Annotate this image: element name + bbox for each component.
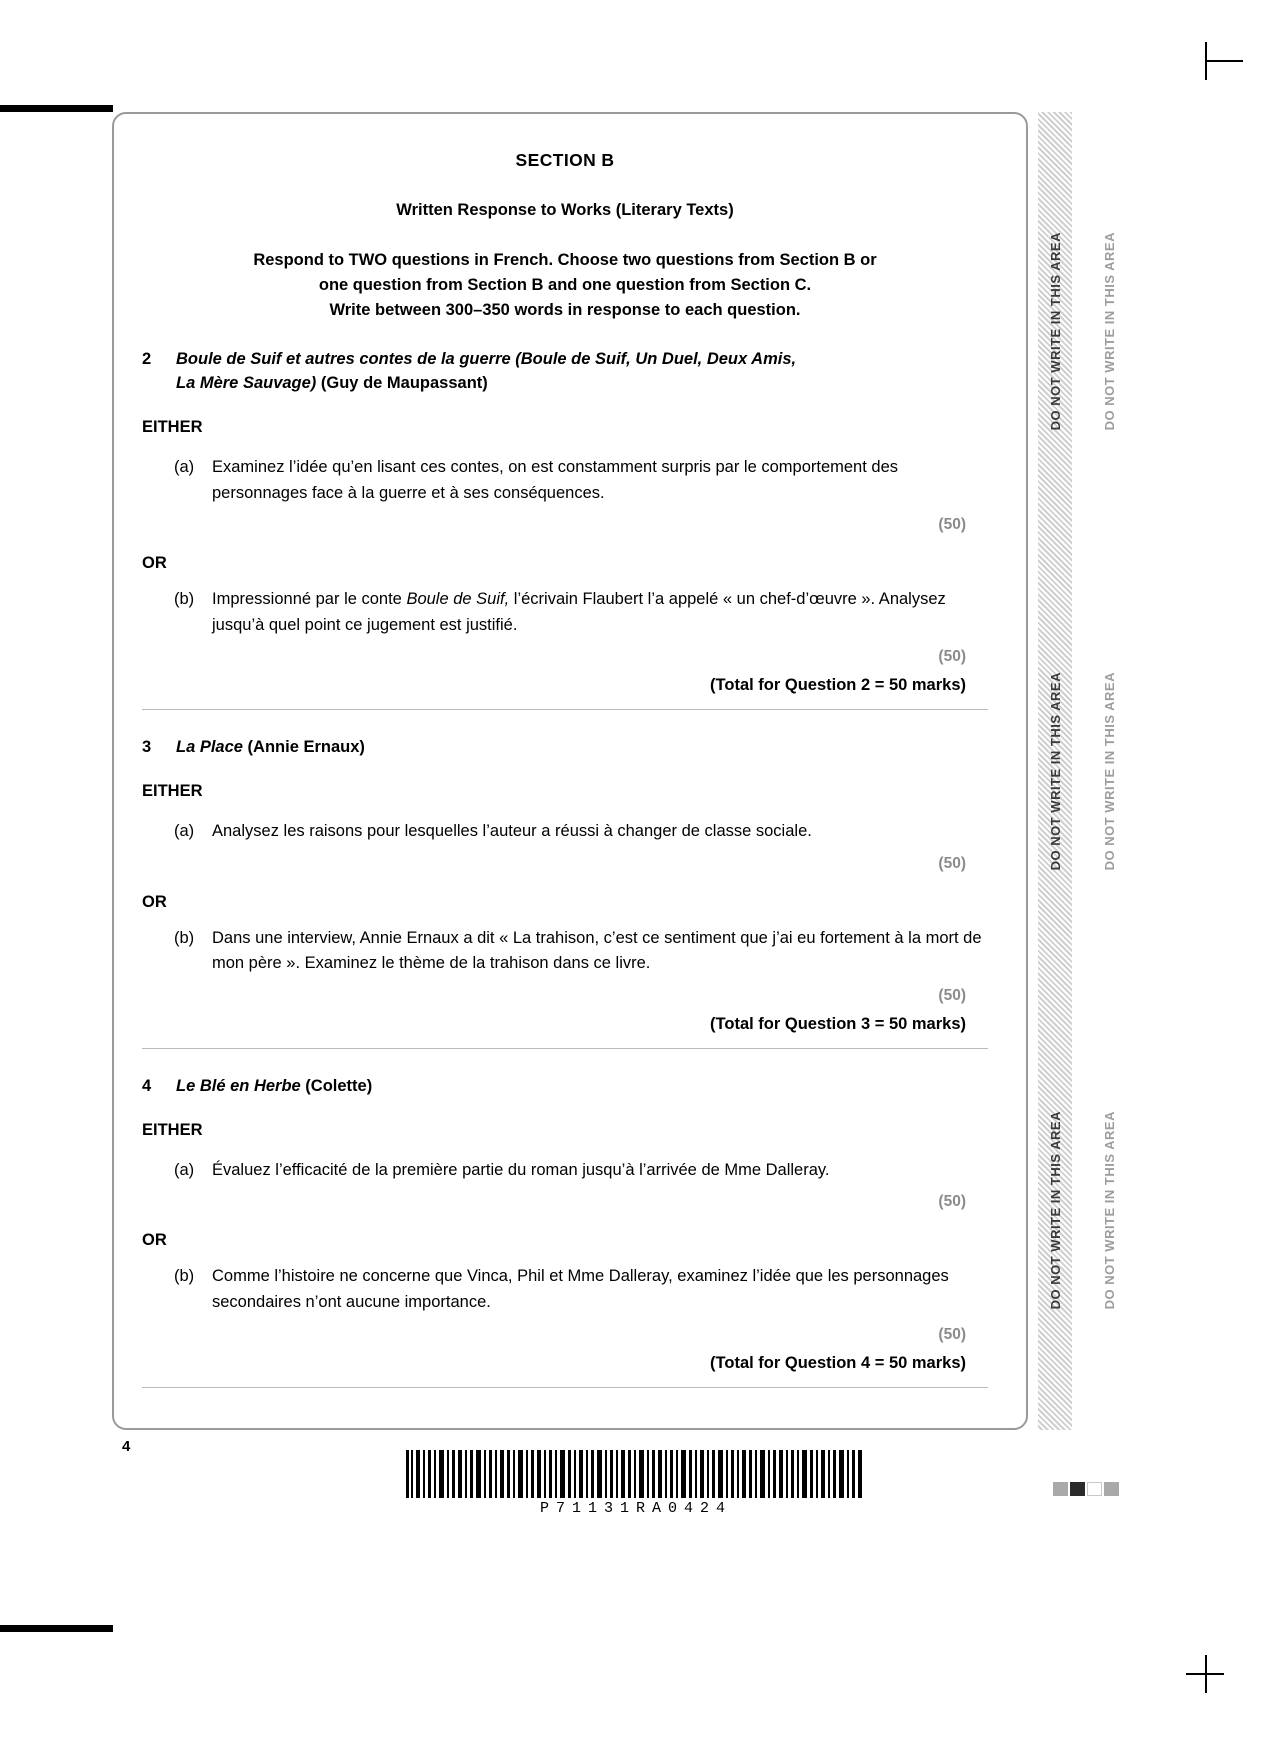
crop-mark-bottom-right-horizontal	[1186, 1673, 1224, 1675]
question-title	[176, 1075, 988, 1099]
marks-value: (50)	[938, 1325, 966, 1343]
part-a-label: (a)	[174, 1160, 195, 1179]
question-part-b	[142, 926, 988, 977]
question-part-a	[142, 455, 988, 506]
question-title-italic-1: Boule de Suif et autres contes de la guerre (Boule de Suif, Un Duel, Deux Amis,	[176, 350, 797, 369]
registration-block-grey	[1104, 1482, 1119, 1496]
question-heading	[142, 348, 988, 396]
marks-value: (50)	[938, 1193, 966, 1211]
registration-block-grey	[1053, 1482, 1068, 1496]
or-label: OR	[142, 1231, 167, 1250]
edge-bar-bottom	[0, 1625, 113, 1632]
either-label: EITHER	[142, 418, 203, 437]
or-label: OR	[142, 892, 167, 911]
part-b-label: (b)	[174, 928, 195, 947]
question-total: (Total for Question 2 = 50 marks)	[710, 676, 966, 695]
no-write-label: DO NOT WRITE IN THIS AREA	[1047, 1111, 1063, 1310]
either-label: EITHER	[142, 1120, 203, 1139]
question-block	[142, 1075, 988, 1388]
marks-value: (50)	[938, 986, 966, 1004]
exam-page-panel	[112, 112, 1028, 1430]
no-write-label: DO NOT WRITE IN THIS AREA	[1047, 671, 1063, 871]
no-write-label: DO NOT WRITE IN THIS AREA	[1101, 671, 1117, 871]
question-total: (Total for Question 3 = 50 marks)	[710, 1014, 966, 1033]
divider	[142, 709, 988, 710]
question-title-plain: (Colette)	[300, 1076, 373, 1095]
instructions	[142, 248, 988, 322]
question-block	[142, 348, 988, 710]
part-b-text	[212, 587, 988, 638]
question-title-plain: (Annie Ernaux)	[242, 738, 365, 757]
barcode	[406, 1450, 866, 1517]
no-write-label: DO NOT WRITE IN THIS AREA	[1047, 232, 1063, 431]
part-b-label: (b)	[174, 590, 195, 609]
part-a-label: (a)	[174, 822, 195, 841]
instructions-line-3: Write between 300–350 words in response to each question.	[329, 300, 801, 319]
instructions-line-2: one question from Section B and one question from Section C.	[318, 275, 812, 294]
question-part-b	[142, 1264, 988, 1315]
divider	[142, 1048, 988, 1049]
registration-block-white	[1087, 1482, 1102, 1496]
question-block	[142, 736, 988, 1049]
question-number: 4	[142, 1076, 152, 1095]
marks-value: (50)	[938, 854, 966, 872]
part-b-text-post: l’écrivain Flaubert l’a appelé « un chef-d’œuvre ». Analysez jusqu’à quel point ce jugement est justifié.	[212, 590, 946, 634]
crop-mark-top-right-horizontal	[1205, 60, 1243, 62]
question-title-plain: (Guy de Maupassant)	[316, 374, 488, 393]
part-a-text: Examinez l’idée qu’en lisant ces contes, on est constamment surpris par le comportement des personnages face à la guerre et à ses conséquences.	[212, 458, 898, 502]
divider	[142, 1387, 988, 1388]
no-write-label: DO NOT WRITE IN THIS AREA	[1101, 232, 1117, 431]
question-title-italic-2: La Mère Sauvage)	[176, 374, 317, 393]
no-write-strip-outer-text-wrap	[1092, 112, 1126, 1430]
question-heading	[142, 1075, 988, 1099]
barcode-text: P71131RA0424	[539, 1500, 733, 1517]
part-a-text: Évaluez l’efficacité de la première partie du roman jusqu’à l’arrivée de Mme Dalleray.	[212, 1160, 830, 1179]
part-b-label: (b)	[174, 1267, 195, 1286]
registration-block-dark	[1070, 1482, 1085, 1496]
marks-value: (50)	[938, 648, 966, 666]
no-write-strip-inner-text-wrap	[1038, 112, 1072, 1430]
part-b-text: Dans une interview, Annie Ernaux a dit « La trahison, c’est ce sentiment que j’ai eu fortement à la mort de mon père ». Examinez le thème de la trahison dans ce livre.	[212, 928, 982, 973]
question-part-a	[142, 1158, 988, 1184]
page-number: 4	[122, 1438, 131, 1455]
question-number: 3	[142, 738, 152, 757]
question-title-italic-1: Le Blé en Herbe	[176, 1076, 301, 1095]
part-a-label: (a)	[174, 458, 195, 477]
part-b-text-italic: Boule de Suif,	[406, 590, 510, 609]
part-b-text: Comme l’histoire ne concerne que Vinca, Phil et Mme Dalleray, examinez l’idée que les personnages secondaires n’ont aucune importance.	[212, 1267, 949, 1311]
page-title: SECTION B	[515, 150, 615, 170]
barcode-icon	[406, 1450, 864, 1498]
instructions-line-1: Respond to TWO questions in French. Choose two questions from Section B or	[253, 251, 877, 269]
question-part-b	[142, 587, 988, 638]
question-title	[176, 348, 988, 396]
marks-value: (50)	[938, 516, 966, 534]
or-label: OR	[142, 554, 167, 573]
question-title	[176, 736, 988, 760]
section-subtitle: Written Response to Works (Literary Texts)	[396, 201, 734, 219]
part-b-text-pre: Impressionné par le conte	[212, 590, 407, 609]
question-part-a	[142, 819, 988, 845]
no-write-label: DO NOT WRITE IN THIS AREA	[1101, 1111, 1117, 1310]
question-title-italic-1: La Place	[176, 738, 243, 757]
registration-blocks	[1053, 1482, 1119, 1496]
question-total: (Total for Question 4 = 50 marks)	[710, 1353, 966, 1372]
either-label: EITHER	[142, 782, 203, 801]
edge-bar-top	[0, 105, 113, 112]
question-number: 2	[142, 350, 152, 369]
question-heading	[142, 736, 988, 760]
part-a-text: Analysez les raisons pour lesquelles l’auteur a réussi à changer de classe sociale.	[212, 822, 812, 841]
